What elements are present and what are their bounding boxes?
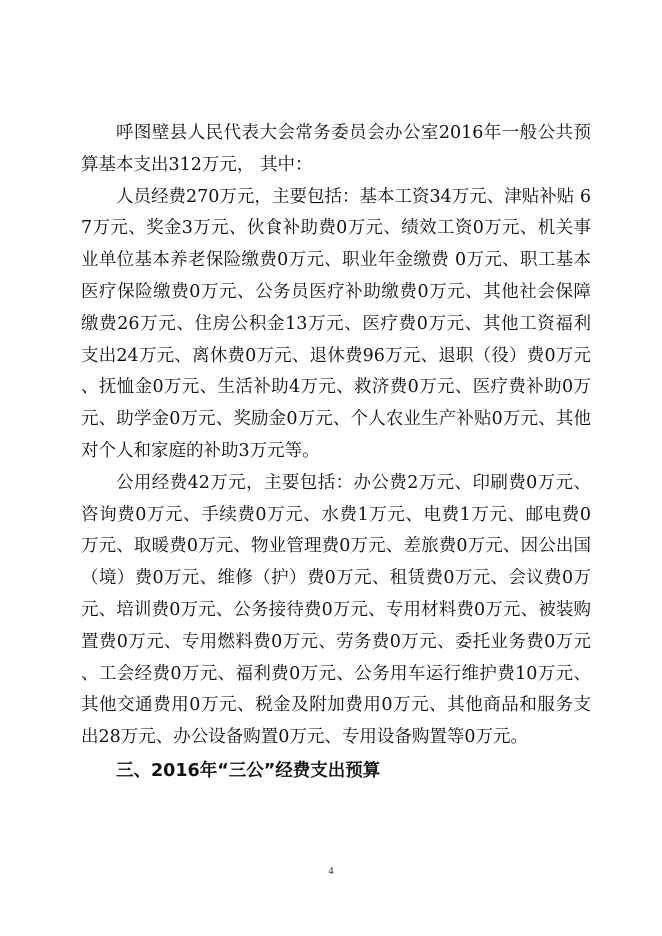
section-heading: 三、2016年“三公”经费支出预算 xyxy=(116,760,381,781)
page-number: 4 xyxy=(328,866,334,877)
document-body xyxy=(81,118,591,788)
paragraph-personnel-expenses: 人员经费270万元，主要包括：基本工资34万元、津贴补贴 67万元、奖金3万元、伙食补助费0万元、绩效工资0万元、机关事业单位基本养老保险缴费0万元、职业年金缴费 0万元、职工基本医疗保险缴费0万元、公务员医疗补助缴费0万元、其他社会保障缴费26万元、住房公积金13万元、医疗费0万元、其他工资福利支出24万元、离休费0万元、退休费96万元、退职（役）费0万元、抚恤金0万元、生活补助4万元、救济费0万元、医疗费补助0万元、助学金0万元、奖励金0万元、个人农业生产补贴0万元、其他对个人和家庭的补助3万元等。 xyxy=(81,186,591,461)
paragraph-basic-expenditure-intro: 呼图壁县人民代表大会常务委员会办公室2016年一般公共预算基本支出312万元， 其中： xyxy=(81,123,591,175)
paragraph-public-expenses: 公用经费42万元，主要包括：办公费2万元、印刷费0万元、咨询费0万元、手续费0万元、水费1万元、电费1万元、邮电费0万元、取暖费0万元、物业管理费0万元、差旅费0万元、因公出国（境）费0万元、维修（护）费0万元、租赁费0万元、会议费0万元、培训费0万元、公务接待费0万元、专用材料费0万元、被装购置费0万元、专用燃料费0万元、劳务费0万元、委托业务费0万元、工会经费0万元、福利费0万元、公务用车运行维护费10万元、其他交通费用0万元、税金及附加费用0万元、其他商品和服务支出28万元、办公设备购置0万元、专用设备购置等0万元。 xyxy=(81,472,591,748)
